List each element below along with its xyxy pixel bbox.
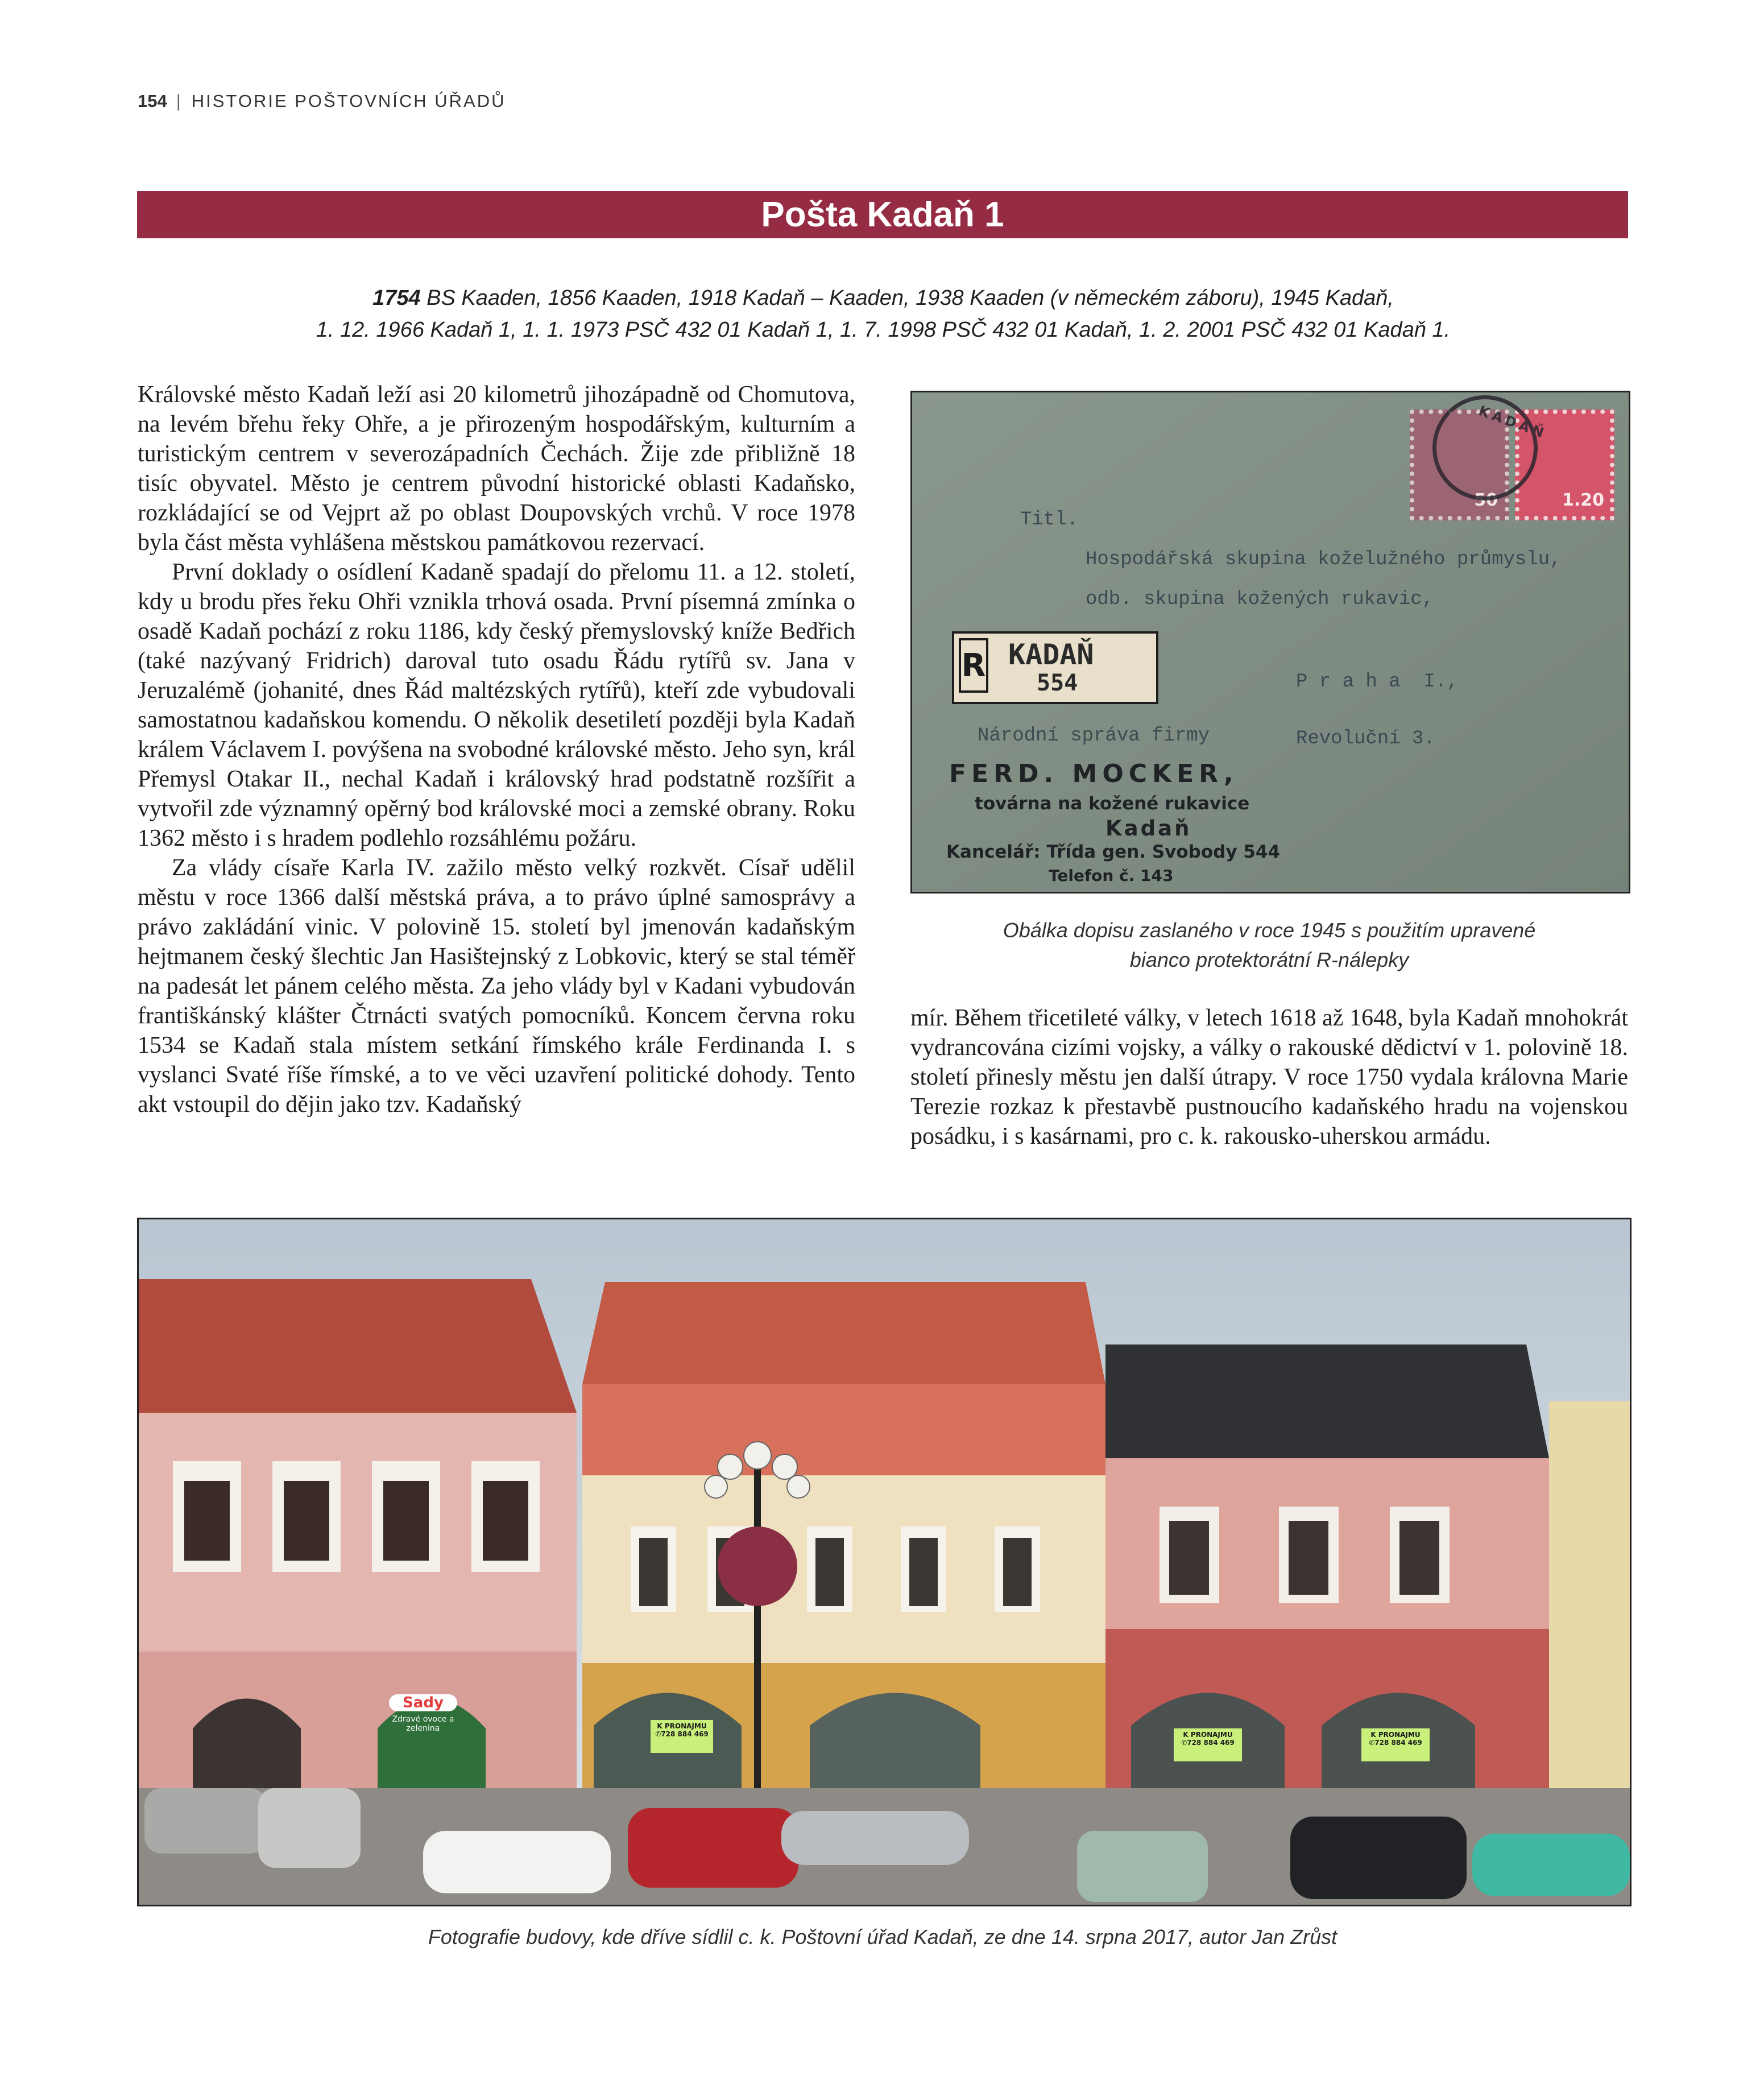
shop-name: Sady xyxy=(389,1694,457,1711)
building-caption: Fotografie budovy, kde dříve sídlil c. k. Poštovní úřad Kadaň, ze dne 14. srpna 2017, autor Jan Zrůst xyxy=(428,1925,1338,1949)
rent-sign-2-text: K PRONAJMU xyxy=(1183,1731,1233,1739)
page-number: 154 xyxy=(138,91,167,111)
registration-label xyxy=(952,631,1158,704)
stamp-1-value: 50 xyxy=(1474,490,1498,510)
running-head xyxy=(138,91,506,111)
address-line-4: P r a h a I., xyxy=(1296,671,1459,693)
history-line-2: 1. 12. 1966 Kadaň 1, 1. 1. 1973 PSČ 432 01 Kadaň 1, 1. 7. 1998 PSČ 432 01 Kadaň, 1. 2. 2001 PSČ 432 01 Kadaň 1. xyxy=(316,318,1451,342)
address-line-3: odb. skupina kožených rukavic, xyxy=(1086,589,1434,610)
body-paragraph-3-continued: mír. Během třicetileté války, v letech 1618 až 1648, byla Kadaň mnohokrát vydrancována cizími vojsky, a války o rakouské dědictví v 1. polovině 18. století přinesly městu jen další útrapy. V roce 1750 vydala královna Marie Terezie rozkaz k přestavbě pustnoucího kadaňského hradu na vojenskou posádku, i s kasárnami, pro c. k. rakousko-uherskou armádu. xyxy=(910,1005,1628,1149)
title-bar xyxy=(137,191,1628,238)
envelope-caption-line-2: bianco protektorátní R-nálepky xyxy=(1129,948,1409,971)
rent-sign-3-phone: ✆728 884 469 xyxy=(1369,1739,1422,1747)
address-line-1: Titl. xyxy=(1020,509,1079,531)
history-line-1-text: BS Kaaden, 1856 Kaaden, 1918 Kadaň – Kaaden, 1938 Kaaden (v německém záboru), 1945 Kadaň, xyxy=(420,286,1394,310)
rent-sign-2 xyxy=(1174,1728,1242,1761)
envelope-caption-line-1: Obálka dopisu zaslaného v roce 1945 s použitím upravené xyxy=(1003,919,1536,942)
shop-tagline: Zdravé ovoce a zelenina xyxy=(392,1715,454,1733)
postmark xyxy=(1432,395,1550,500)
address-line-5: Revoluční 3. xyxy=(1296,728,1435,750)
body-paragraph-2: První doklady o osídlení Kadaně spadají do přelomu 11. a 12. století, kdy u brodu přes řeku Ohři vznikla trhová osada. První písemná zmínka o osadě Kadaň pochází z roku 1186, kdy český přemyslovský kníže Bedřich (také nazývaný Fridrich) daroval tuto osadu Řádu rytířů sv. Jana v Jeruzalémě (johanité, dnes Řád maltézských rytířů), kteří zde vybudovali samostatnou kadaňskou komendu. O několik desetiletí později byla Kadaň králem Václavem I. povýšena na svobodné královské město. Jeho syn, král Přemysl Otakar II., nechal Kadaň i královský hrad podstatně rozšířit a vytvořil zde významný opěrný bod královské moci a zemské obrany. Roku 1362 město i s hradem podlehlo rozsáhlému požáru. xyxy=(138,559,855,851)
envelope-caption xyxy=(910,916,1628,975)
address-line-2: Hospodářská skupina koželužného průmyslu, xyxy=(1086,549,1562,570)
building-photo xyxy=(137,1218,1632,1906)
sender-line-2: FERD. MOCKER, xyxy=(949,759,1239,788)
registration-place: KADAŇ xyxy=(1008,638,1094,671)
rent-sign-1 xyxy=(651,1720,713,1753)
sender-line-3: továrna na kožené rukavice xyxy=(975,793,1250,814)
body-paragraph-3: Za vlády císaře Karla IV. zažilo město velký rozkvět. Císař udělil městu v roce 1366 další městská práva, a to právo úplné samosprávy a právo zakládání vinic. V polovině 15. století byl jmenován kadaňským hejtmanem český šlechtic Jan Hasištejnský z Lobkovic, který se stal téměř na padesát let pánem celého města. Za jeho vlády byl v Kadani vybudován františkánský klášter Čtrnácti svatých pomocníků. Koncem června roku 1534 se Kadaň stala místem setkání římského krále Ferdinanda I. s vyslanci Svaté říše římské, a to ve věci uzavření politické dohody. Tento akt vstoupil do dějin jako tzv. Kadaňský xyxy=(138,855,855,1118)
registration-number: 554 xyxy=(1037,670,1078,696)
registration-r-letter: R xyxy=(961,647,986,684)
header-separator: | xyxy=(176,91,183,111)
registration-r-box xyxy=(959,638,988,693)
body-column-left xyxy=(138,380,855,1119)
postmark-text: KADAŇ xyxy=(1476,403,1550,442)
sender-line-1: Národní správa firmy xyxy=(978,725,1210,747)
sender-line-5: Kancelář: Třída gen. Svobody 544 xyxy=(946,842,1281,862)
body-paragraph-1: Královské město Kadaň leží asi 20 kilometrů jihozápadně od Chomutova, na levém břehu řeky Ohře, a je přirozeným hospodářským, kulturním a turistickým centrem v severozápadních Čechách. Žije zde přibližně 18 tisíc obyvatel. Město je centrem původní historické oblasti Kadaňsko, rozkládající se od Vejprt až po oblast Doupovských vrchů. V roce 1978 byla část města vyhlášena městskou památkovou rezervací. xyxy=(138,382,855,556)
sender-line-6: Telefon č. 143 xyxy=(1049,866,1174,885)
rent-sign-3-text: K PRONAJMU xyxy=(1370,1731,1421,1739)
rent-sign-2-phone: ✆728 884 469 xyxy=(1181,1739,1235,1747)
stamp-2-value: 1.20 xyxy=(1562,490,1604,510)
body-column-right xyxy=(910,1003,1628,1151)
page-title: Pošta Kadaň 1 xyxy=(761,195,1004,234)
rent-sign-1-text: K PRONAJMU xyxy=(657,1722,707,1730)
rent-sign-3 xyxy=(1361,1728,1430,1761)
sender-line-4: Kadaň xyxy=(1105,816,1192,841)
history-year: 1754 xyxy=(372,286,421,310)
history-line-1 xyxy=(138,286,1629,311)
envelope-photo xyxy=(910,391,1630,893)
shop-sign xyxy=(389,1694,457,1733)
building-illustration xyxy=(139,1219,1630,1905)
section-title: HISTORIE POŠTOVNÍCH ÚŘADŮ xyxy=(191,91,506,111)
rent-sign-1-phone: ✆728 884 469 xyxy=(655,1730,709,1738)
